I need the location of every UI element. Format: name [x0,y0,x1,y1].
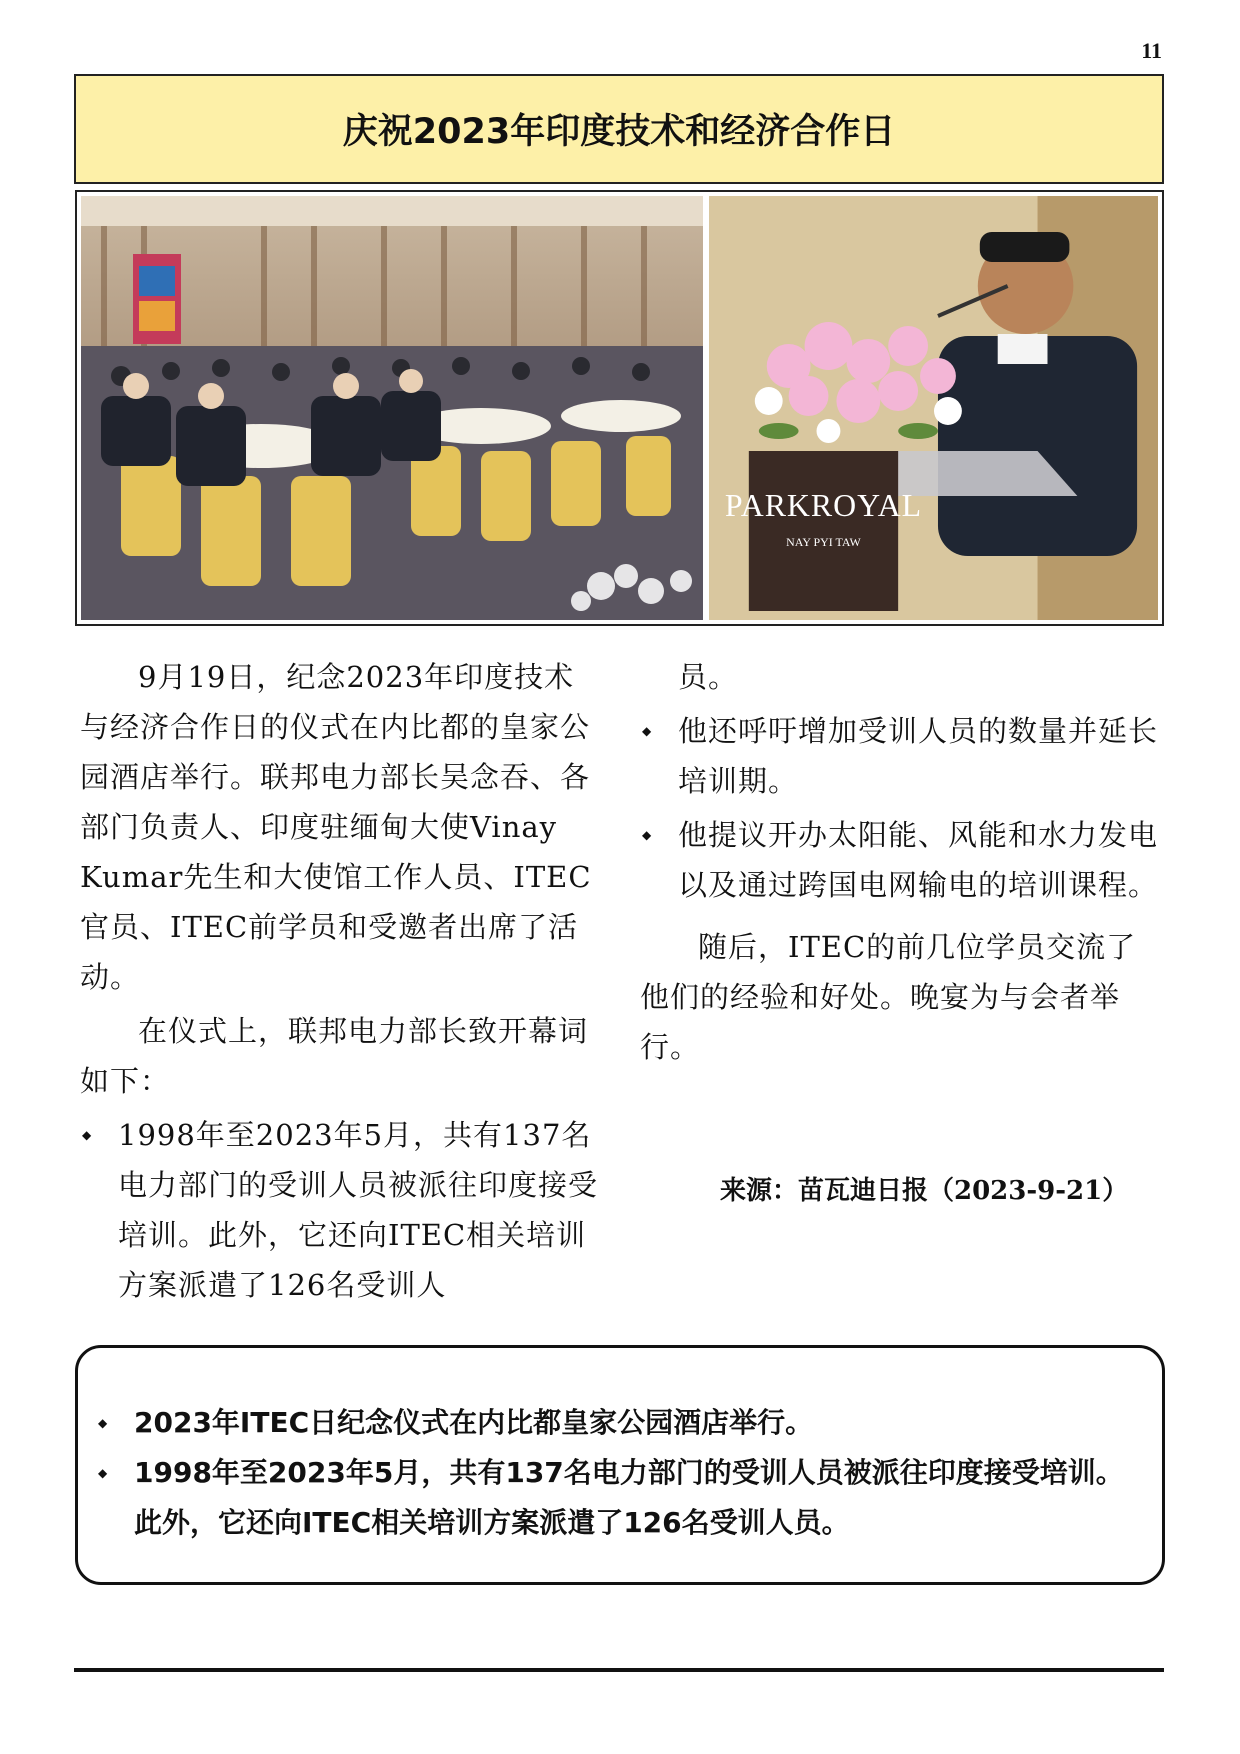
intro-paragraph: 9月19日，纪念2023年印度技术与经济合作日的仪式在内比都的皇家公园酒店举行。联邦电力部长吴念吞、各部门负责人、印度驻缅甸大使Vinay Kumar先生和大使馆工作人员、ITEC官员、ITEC前学员和受邀者出席了活动。 [80,660,592,994]
summary-item: ◆ 2023年ITEC日纪念仪式在内比都皇家公园酒店举行。 [96,1398,1138,1448]
bullet-item-increase: ◆ 他还呼吁增加受训人员的数量并延长培训期。 [640,706,1165,806]
right-column [640,652,1165,1076]
banquet-illustration [81,196,703,620]
left-column [80,652,600,1314]
banquet-photo [81,196,703,620]
summary-item: ◆ 1998年至2023年5月，共有137名电力部门的受训人员被派往印度接受培训。此外，它还向ITEC相关培训方案派遣了126名受训人员。 [96,1448,1138,1548]
podium-sign-brand: PARKROYAL [724,487,923,524]
bullet-item-trainees: ◆ 1998年至2023年5月，共有137名电力部门的受训人员被派往印度接受培训。此外，它还向ITEC相关培训方案派遣了126名受训人 [80,1110,600,1310]
photo-frame [75,190,1164,626]
bullet-item-courses: ◆ 他提议开办太阳能、风能和水力发电以及通过跨国电网输电的培训课程。 [640,810,1165,910]
ceremony-paragraph: 在仪式上，联邦电力部长致开幕词如下： [80,1014,589,1098]
page-number: 11 [1141,38,1162,63]
speaker-photo [709,196,1158,620]
title-banner [74,74,1164,184]
continuation-text: 员。 [678,660,739,694]
podium-sign-location: NAY PYI TAW [786,534,861,550]
summary-box [75,1345,1165,1585]
speaker-illustration [709,196,1158,620]
closing-paragraph: 随后，ITEC的前几位学员交流了他们的经验和好处。晚宴为与会者举行。 [640,930,1137,1064]
footer-rule [74,1668,1164,1672]
page-title: 庆祝2023年印度技术和经济合作日 [342,112,896,152]
source-citation: 来源：苗瓦迪日报（2023-9-21） [720,1176,1129,1206]
